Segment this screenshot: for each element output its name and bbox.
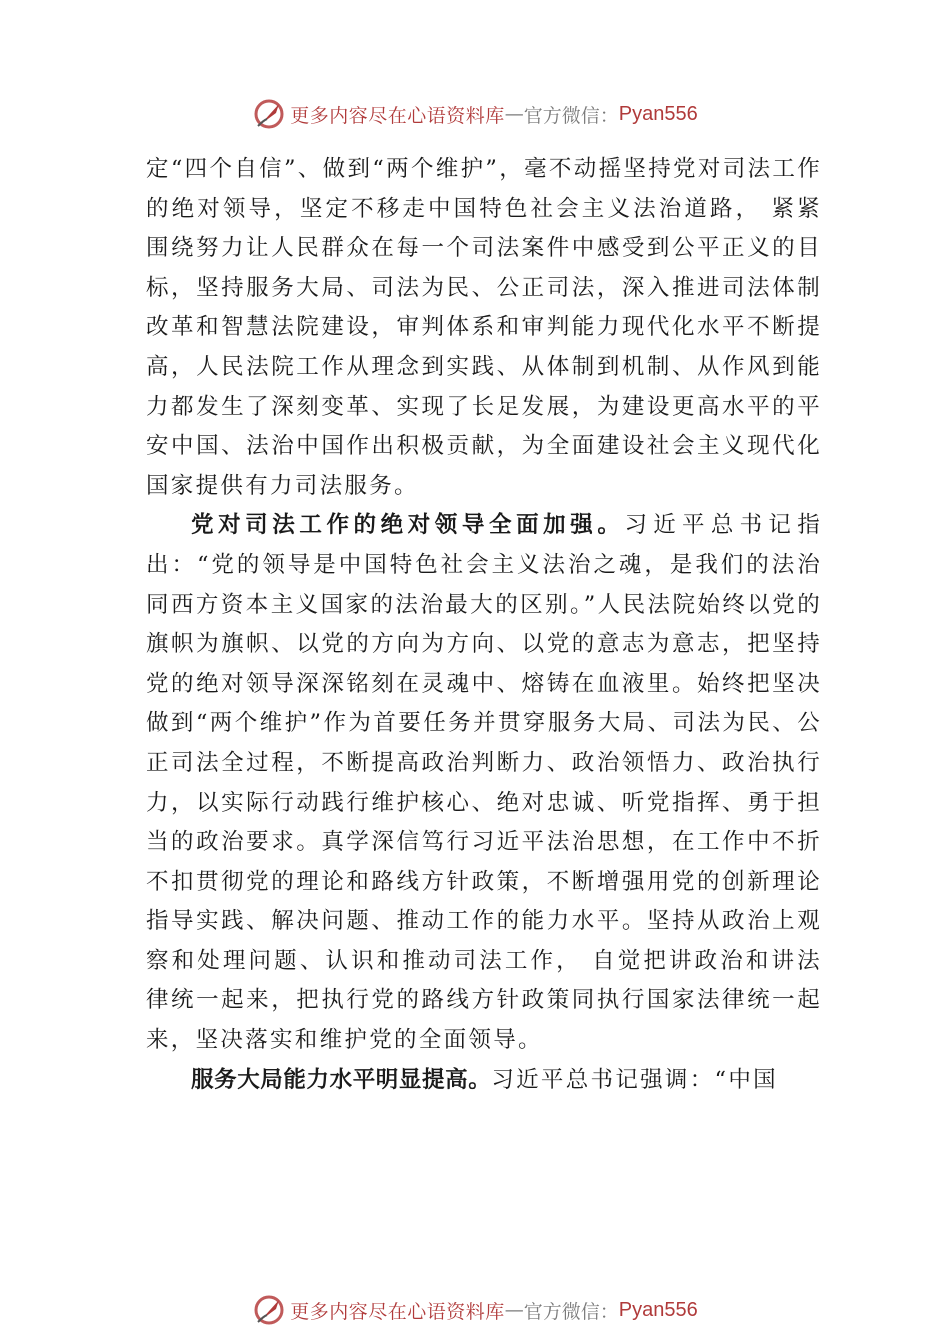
watermark-header: [0, 94, 950, 134]
watermark-label: 官方微信：: [523, 1300, 619, 1323]
paragraph-text: 习近平总书记指出：“党的领导是中国特色社会主义法治之魂，是我们的法治同西方资本主义国家的法治最大的区别。”人民法院始终以党的旗帜为旗帜、以党的方向为方向、以党的意志为意志，把坚持党的绝对领导深深铭刻在灵魂中、熔铸在血液里。始终把坚决做到“两个维护”作为首要任务并贯穿服务大局、司法为民、公正司法全过程，不断提高政治判断力、政治领悟力、政治执行力，以实际行动践行维护核心、绝对忠诚、听党指挥、勇于担当的政治要求。真学深信笃行习近平法治思想，在工作中不折不扣贯彻党的理论和路线方针政策，不断增强用党的创新理论指导实践、解决问题、推动工作的能力水平。坚持从政治上观察和处理问题、认识和推动司法工作， 自觉把讲政治和讲法律统一起来，把执行党的路线方针政策同执行国家法律统一起来，坚决落实和维护党的全面领导。: [146, 512, 822, 1054]
quill-logo-icon: [252, 1293, 286, 1327]
watermark-separator: —: [504, 103, 524, 125]
paragraph-text: 定“四个自信”、做到“两个维护”，毫不动摇坚持党对司法工作的绝对领导，坚定不移走中国特色社会主义法治道路， 紧紧围绕努力让人民群众在每一个司法案件中感受到公平正义的目标，坚持服务大局、司法为民、公正司法，深入推进司法体制改革和智慧法院建设，审判体系和审判能力现代化水平不断提高，人民法院工作从理念到实践、从体制到机制、从作风到能力都发生了深刻变革、实现了长足发展，为建设更高水平的平安中国、法治中国作出积极贡献，为全面建设社会主义现代化国家提供有力司法服务。: [146, 156, 822, 499]
watermark-label: 官方微信：: [523, 104, 619, 127]
document-body: [146, 150, 822, 1100]
paragraph: [146, 1061, 822, 1101]
paragraph-heading: 党对司法工作的绝对领导全面加强。: [191, 512, 625, 539]
watermark-id: Pyan556: [618, 102, 698, 125]
paragraph: [146, 150, 822, 506]
watermark-separator: —: [504, 1299, 524, 1321]
quill-logo-icon: [252, 97, 286, 131]
watermark-id: Pyan556: [618, 1298, 698, 1321]
watermark-site: 更多内容尽在心语资料库: [290, 1300, 505, 1323]
watermark-site: 更多内容尽在心语资料库: [290, 104, 505, 127]
paragraph: [146, 506, 822, 1060]
watermark-footer: [0, 1290, 950, 1330]
paragraph-heading: 服务大局能力水平明显提高。: [191, 1066, 492, 1093]
paragraph-text: 习近平总书记强调：“中国: [491, 1066, 778, 1093]
